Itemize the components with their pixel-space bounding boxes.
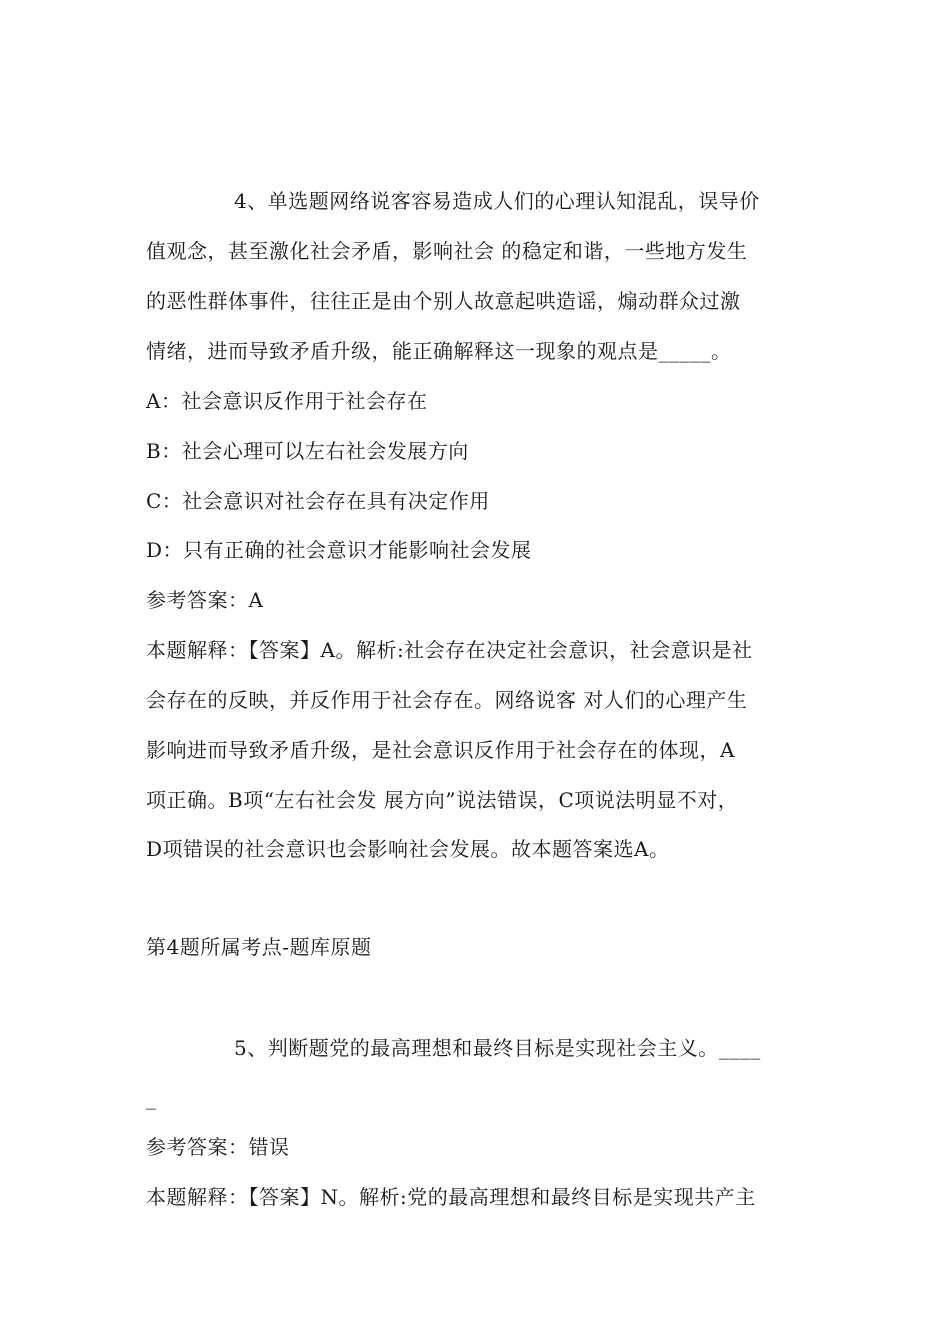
q4-option-b: B：社会心理可以左右社会发展方向 — [146, 439, 469, 463]
q5-explanation-line-1: 本题解释：【答案】N。解析:党的最高理想和最终目标是实现共产主 — [146, 1185, 756, 1209]
q4-option-a: A：社会意识反作用于社会存在 — [146, 389, 428, 413]
q4-explanation-line-4: 项正确。B项“左右社会发 展方向”说法错误，C项说法明显不对， — [146, 788, 739, 812]
q4-stem-line-2: 值观念，甚至激化社会矛盾，影响社会 的稳定和谐，一些地方发生 — [146, 239, 748, 263]
q5-stem-line-2: _ — [146, 1086, 157, 1110]
q4-answer: 参考答案：A — [146, 588, 264, 612]
q4-explanation-line-1: 本题解释：【答案】A。解析:社会存在决定社会意识，社会意识是社 — [146, 638, 753, 662]
q4-explanation-line-2: 会存在的反映，并反作用于社会存在。网络说客 对人们的心理产生 — [146, 688, 748, 712]
q4-stem-line-4: 情绪，进而导致矛盾升级，能正确解释这一现象的观点是_____。 — [146, 339, 732, 363]
q4-option-d: D：只有正确的社会意识才能影响社会发展 — [146, 538, 532, 562]
q5-answer: 参考答案：错误 — [146, 1135, 290, 1159]
q4-stem-line-1: 4、单选题网络说客容易造成人们的心理认知混乱，误导价 — [234, 189, 760, 213]
q4-explanation-line-3: 影响进而导致矛盾升级，是社会意识反作用于社会存在的体现，A — [146, 738, 735, 762]
q5-stem-line-1: 5、判断题党的最高理想和最终目标是实现社会主义。____ — [234, 1036, 761, 1060]
q4-option-c: C：社会意识对社会存在具有决定作用 — [146, 489, 490, 513]
q4-topic: 第4题所属考点-题库原题 — [146, 935, 372, 959]
q4-stem-line-3: 的恶性群体事件，往往正是由个别人故意起哄造谣，煽动群众过激 — [146, 289, 741, 313]
q4-explanation-line-5: D项错误的社会意识也会影响社会发展。故本题答案选A。 — [146, 837, 670, 861]
